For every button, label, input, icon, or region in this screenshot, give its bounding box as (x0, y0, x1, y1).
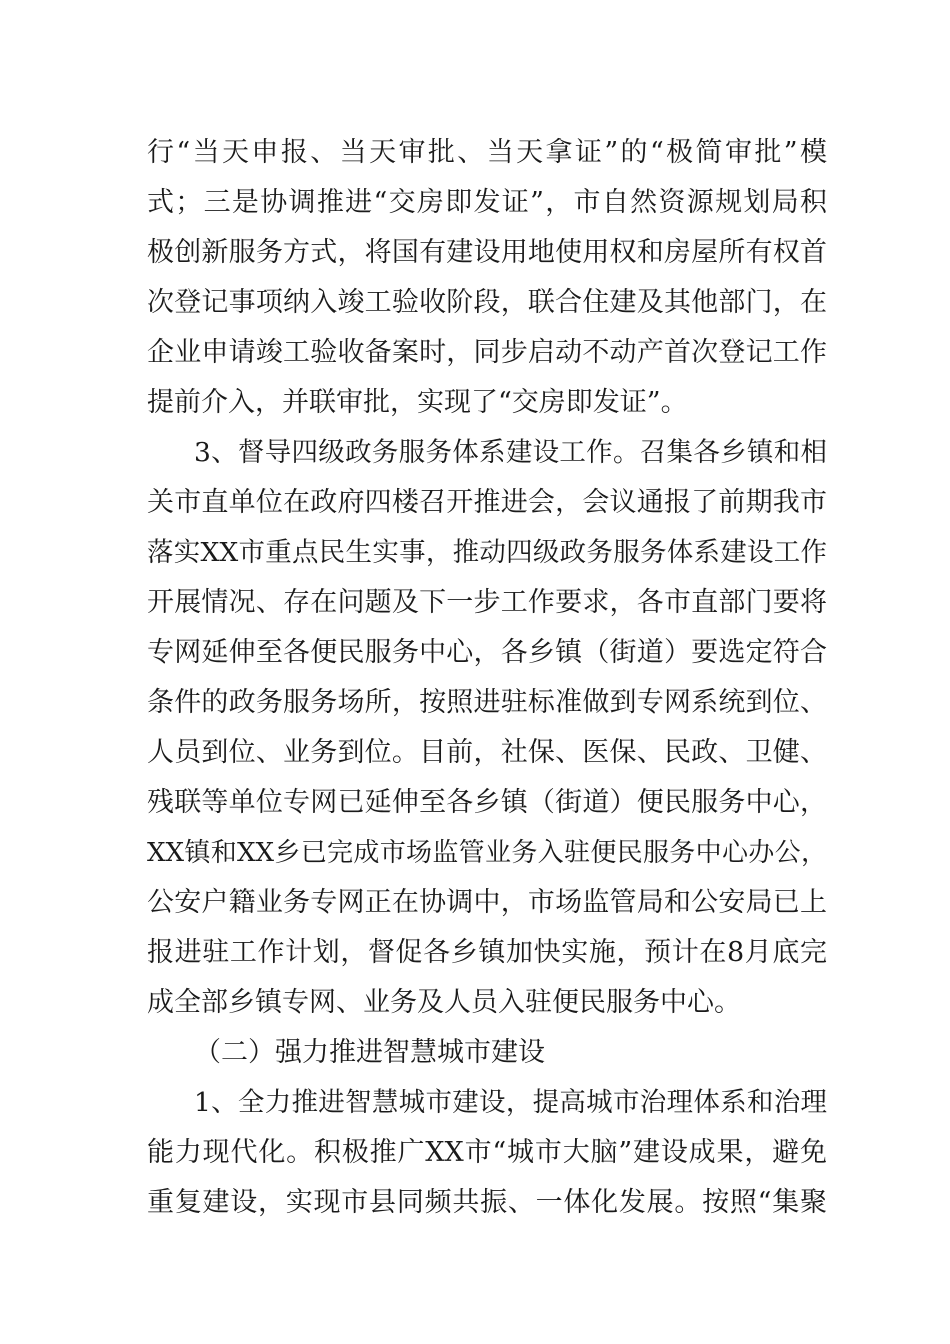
text-line-15: XX镇和XX乡已完成市场监管业务入驻便民服务中心办公， (147, 838, 827, 868)
text-line-21: 能力现代化。积极推广XX市“城市大脑”建设成果，避免 (147, 1137, 827, 1168)
text-line-8: 关市直单位在政府四楼召开推进会，会议通报了前期我市 (147, 487, 827, 518)
text-line-1: 行“当天申报、当天审批、当天拿证”的“极简审批”模 (147, 137, 827, 168)
section-heading: （二）强力推进智慧城市建设 (194, 1037, 545, 1068)
text-line-14: 残联等单位专网已延伸至各乡镇（街道）便民服务中心， (147, 787, 827, 818)
paragraph-3-first-line: 3、督导四级政务服务体系建设工作。召集各乡镇和相 (194, 437, 827, 468)
text-line-10: 开展情况、存在问题及下一步工作要求，各市直部门要将 (147, 587, 827, 618)
text-line-11: 专网延伸至各便民服务中心，各乡镇（街道）要选定符合 (147, 637, 827, 668)
text-line-13: 人员到位、业务到位。目前，社保、医保、民政、卫健、 (147, 737, 827, 768)
text-line-22: 重复建设，实现市县同频共振、一体化发展。按照“集聚 (147, 1187, 827, 1218)
text-line-4: 次登记事项纳入竣工验收阶段，联合住建及其他部门，在 (147, 287, 827, 318)
text-line-18: 成全部乡镇专网、业务及人员入驻便民服务中心。 (147, 987, 741, 1018)
text-line-2: 式；三是协调推进“交房即发证”，市自然资源规划局积 (147, 187, 827, 218)
text-line-16: 公安户籍业务专网正在协调中，市场监管局和公安局已上 (147, 887, 827, 918)
text-line-6: 提前介入，并联审批，实现了“交房即发证”。 (147, 387, 688, 418)
text-line-9: 落实XX市重点民生实事，推动四级政务服务体系建设工作 (147, 537, 827, 568)
text-line-3: 极创新服务方式，将国有建设用地使用权和房屋所有权首 (147, 237, 827, 268)
text-line-12: 条件的政务服务场所，按照进驻标准做到专网系统到位、 (147, 687, 827, 718)
text-line-17: 报进驻工作计划，督促各乡镇加快实施，预计在8月底完 (147, 937, 827, 968)
text-line-5: 企业申请竣工验收备案时，同步启动不动产首次登记工作 (147, 337, 827, 368)
paragraph-1-first-line: 1、全力推进智慧城市建设，提高城市治理体系和治理 (194, 1087, 827, 1118)
